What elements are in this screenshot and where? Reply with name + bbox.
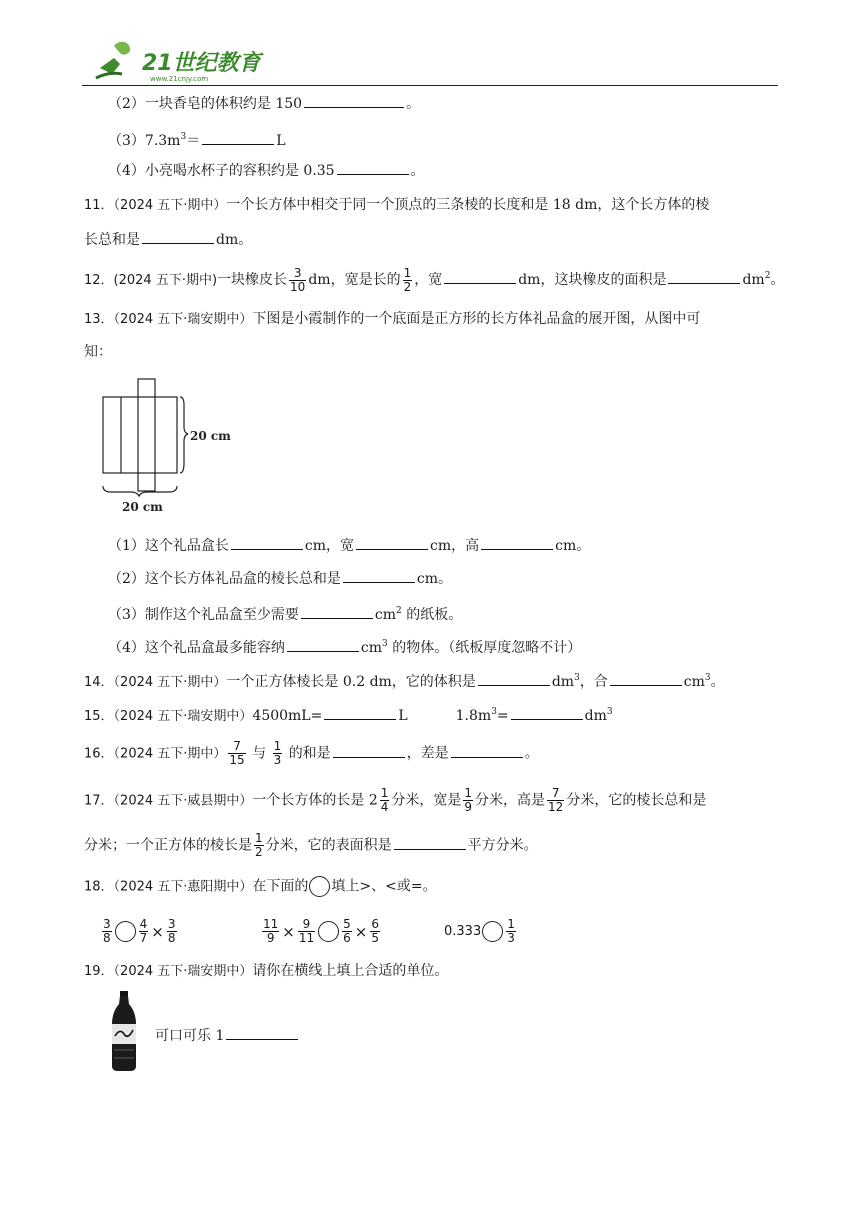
fraction: $\frac{1}{9}$ xyxy=(464,786,473,814)
fraction: $\frac{7}{12}$ xyxy=(548,786,564,814)
question-12: 12．(2024 五下·期中)一块橡皮长 $\frac{3}{10}$ dm，宽是长的 $\frac{1}{2}$ ，宽 dm，这块橡皮的面积是 $dm^2$。 xyxy=(84,265,785,294)
answer-blank[interactable] xyxy=(301,604,373,619)
question-17: 17．（2024 五下·威县期中）一个长方体的长是 2 $\frac{1}{4}$ 分米，宽是 $\frac{1}{9}$ 分米，高是 $\frac{7}{12}$ 分米，它的棱长总和是 xyxy=(84,786,707,814)
answer-blank[interactable] xyxy=(343,568,415,583)
question-14: 14．（2024 五下·期中）一个正方体棱长是 0.2 dm，它的体积是 $dm^3$，合 $cm^3$。 xyxy=(84,673,725,690)
comparison-2: $\frac{11}{9}$ × $\frac{9}{11}$ $\frac{5}{6}$ × $\frac{6}{5}$ xyxy=(263,917,379,945)
question-13-part4: （4）这个礼品盒最多能容纳 $cm^3$ 的物体。（纸板厚度忽略不计） xyxy=(108,639,582,656)
runner-icon xyxy=(96,42,130,78)
answer-blank[interactable] xyxy=(511,705,583,720)
answer-blank[interactable] xyxy=(231,535,303,550)
svg-text:20 cm: 20 cm xyxy=(190,429,231,443)
answer-blank[interactable] xyxy=(451,743,523,758)
question-15: 15．（2024 五下·瑞安期中）4500mL= L $1.8m^3= dm^3$ xyxy=(84,707,613,724)
question-13-part3: （3）制作这个礼品盒至少需要 $cm^2$ 的纸板。 xyxy=(108,606,463,623)
comparison-1: $\frac{3}{8}$ $\frac{4}{7}$ × $\frac{3}{8}$ xyxy=(103,917,176,945)
question-13-part1: （1）这个礼品盒长 cm，宽 cm，高 cm。 xyxy=(108,535,590,556)
site-logo xyxy=(92,38,272,84)
answer-blank[interactable] xyxy=(394,835,466,850)
q10-part3: $(3)7.3m^3= L$ xyxy=(108,132,286,149)
compare-circle[interactable] xyxy=(482,921,503,942)
answer-blank[interactable] xyxy=(304,93,404,108)
fraction: $\frac{1}{2}$ xyxy=(403,265,412,294)
answer-blank[interactable] xyxy=(478,671,550,686)
answer-blank[interactable] xyxy=(202,130,274,145)
q10-part4: （4）小亮喝水杯子的容积约是 0.35 。 xyxy=(108,160,425,181)
circle-icon xyxy=(309,876,330,897)
fraction: $\frac{1}{3}$ xyxy=(273,739,282,767)
question-13: 13．（2024 五下·瑞安期中）下图是小霞制作的一个底面是正方形的长方体礼品盒的展开图，从图中可 xyxy=(84,311,701,327)
answer-blank[interactable] xyxy=(324,705,396,720)
cola-bottle-icon xyxy=(108,990,140,1072)
fraction: $\frac{1}{2}$ xyxy=(255,831,263,859)
fraction: $\frac{7}{15}$ xyxy=(229,739,245,767)
fraction: $\frac{1}{4}$ xyxy=(380,786,389,814)
question-11-cont: 长总和是 dm。 xyxy=(84,229,252,250)
question-18: 18．（2024 五下·惠阳期中）在下面的 填上>、<或=。 xyxy=(84,876,437,898)
svg-text:www.21cnjy.com: www.21cnjy.com xyxy=(150,75,209,83)
box-net-diagram xyxy=(98,374,238,520)
compare-circle[interactable] xyxy=(115,921,136,942)
svg-text:21世纪教育: 21世纪教育 xyxy=(142,51,261,76)
answer-blank[interactable] xyxy=(668,269,740,284)
question-13-part2: （2）这个长方体礼品盒的棱长总和是 cm。 xyxy=(108,568,452,589)
answer-blank[interactable] xyxy=(142,229,214,244)
answer-blank[interactable] xyxy=(356,535,428,550)
answer-blank[interactable] xyxy=(333,743,405,758)
question-19-item: 可口可乐 1 xyxy=(155,1025,300,1046)
header-rule xyxy=(82,85,778,86)
fraction: $\frac{3}{10}$ xyxy=(290,265,306,294)
question-13-cont: 知： xyxy=(84,344,112,360)
comparison-3: 0.333 $\frac{1}{3}$ xyxy=(444,917,515,945)
compare-circle[interactable] xyxy=(318,921,339,942)
question-17-cont: 分米；一个正方体的棱长是 $\frac{1}{2}$ 分米，它的表面积是 平方分米。 xyxy=(84,831,538,859)
answer-blank[interactable] xyxy=(226,1025,298,1040)
svg-text:20 cm: 20 cm xyxy=(122,500,163,514)
q10-part2: （2）一块香皂的体积约是 150 。 xyxy=(108,93,420,114)
answer-blank[interactable] xyxy=(337,160,409,175)
answer-blank[interactable] xyxy=(610,671,682,686)
question-16: 16．（2024 五下·期中） $\frac{7}{15}$ 与 $\frac{1}{3}$ 的和是 ，差是 。 xyxy=(84,739,539,767)
answer-blank[interactable] xyxy=(444,269,516,284)
answer-blank[interactable] xyxy=(481,535,553,550)
question-11: 11．（2024 五下·期中）一个长方体中相交于同一个顶点的三条棱的长度和是 18 dm，这个长方体的棱 xyxy=(84,197,710,213)
answer-blank[interactable] xyxy=(287,637,359,652)
question-19: 19．（2024 五下·瑞安期中）请你在横线上填上合适的单位。 xyxy=(84,963,449,979)
